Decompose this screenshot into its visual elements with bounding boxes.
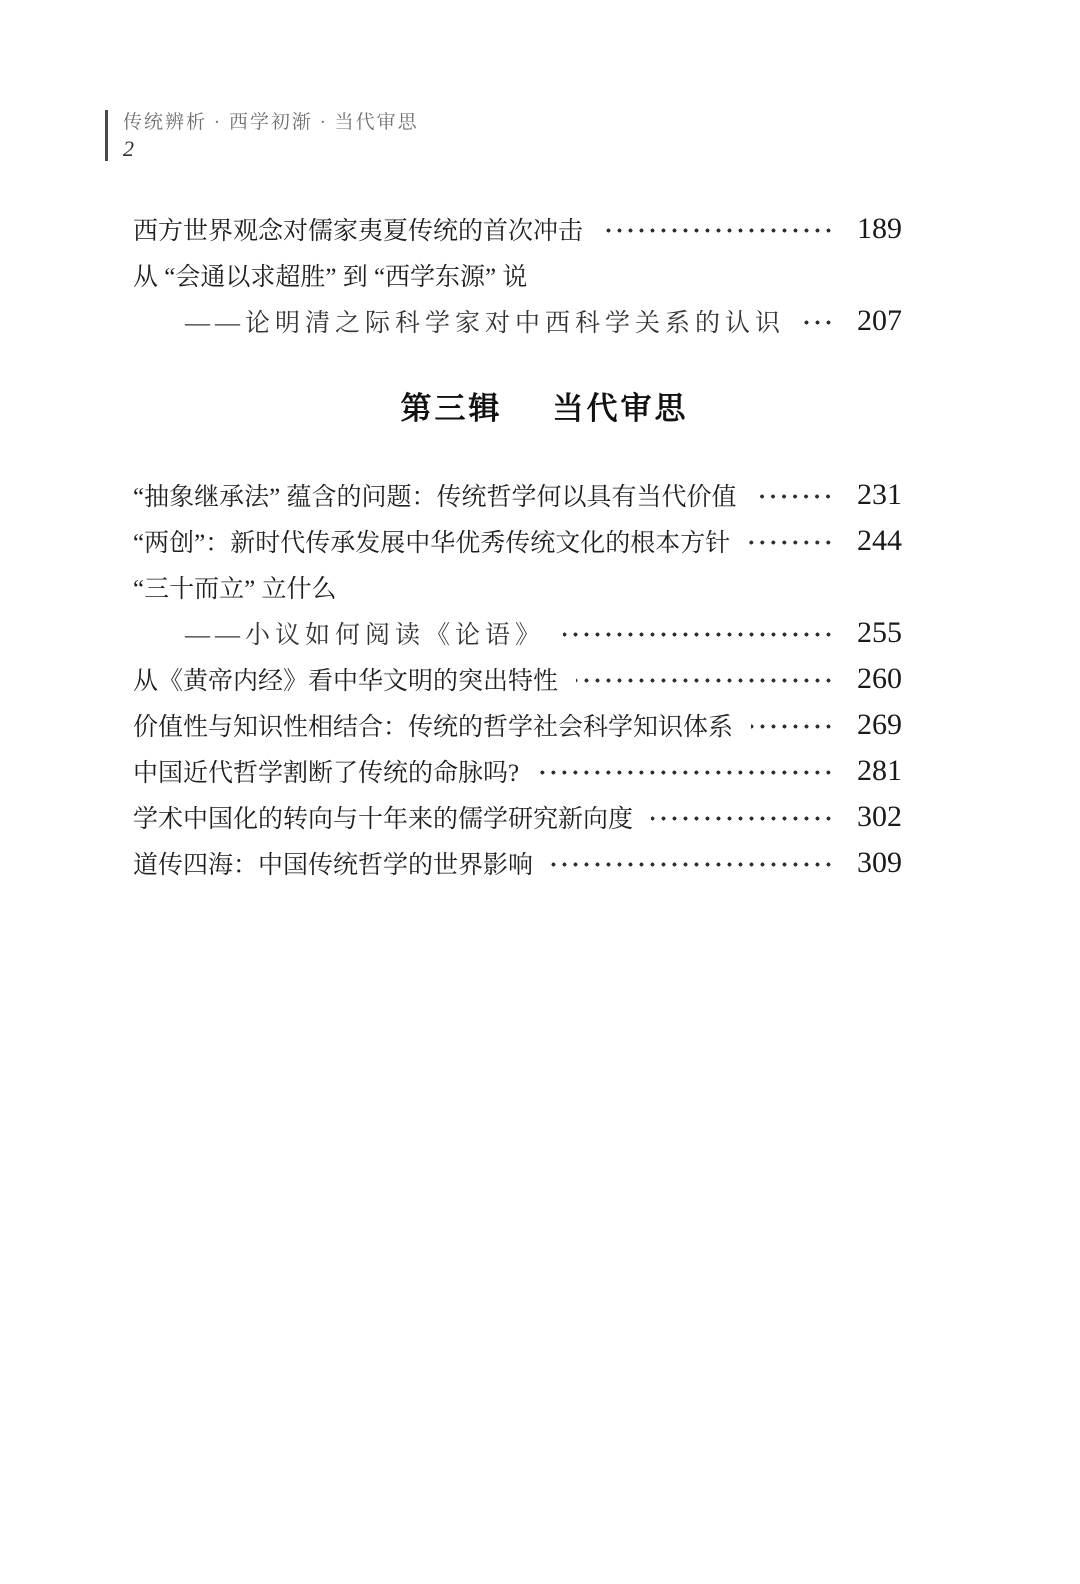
section-label: 第三辑 xyxy=(400,391,503,426)
toc-entry-page: 231 xyxy=(857,478,902,511)
dot-leader xyxy=(551,862,834,867)
toc-entry-page: 302 xyxy=(857,800,902,833)
toc-entry-page: 269 xyxy=(857,708,902,741)
toc-entry xyxy=(133,656,902,702)
section-title: 当代审思 xyxy=(552,391,689,426)
running-header xyxy=(105,110,419,161)
dot-leader xyxy=(754,494,834,499)
toc-entry-title: “抽象继承法” 蕴含的问题：传统哲学何以具有当代价值 xyxy=(133,484,737,511)
toc-entry-title: ——小议如何阅读《论语》 xyxy=(185,622,546,649)
toc-entry-page: 207 xyxy=(857,304,902,337)
toc-entry-title: “两创”：新时代传承发展中华优秀传统文化的根本方针 xyxy=(133,530,731,557)
dot-leader xyxy=(748,540,834,545)
toc-entry xyxy=(133,840,902,886)
toc-entry xyxy=(133,206,902,252)
toc-entry-title: 从 “会通以求超胜” 到 “西学东源” 说 xyxy=(133,264,528,291)
header-rule xyxy=(105,110,108,161)
dot-leader xyxy=(563,632,834,637)
toc-entry xyxy=(133,794,902,840)
toc-entry xyxy=(133,518,902,564)
toc-entry xyxy=(133,472,902,518)
toc-entry-title: ——论明清之际科学家对中西科学关系的认识 xyxy=(185,310,786,337)
toc-entry-title: “三十而立” 立什么 xyxy=(133,576,337,603)
dot-leader xyxy=(537,770,834,775)
table-of-contents xyxy=(133,206,902,886)
toc-entry xyxy=(133,564,902,610)
toc-entry-title: 道传四海：中国传统哲学的世界影响 xyxy=(133,852,534,879)
section-heading xyxy=(133,386,902,432)
toc-entry-page: 244 xyxy=(857,524,902,557)
toc-entry-page: 255 xyxy=(857,616,902,649)
dot-leader xyxy=(751,724,834,729)
toc-entry-title: 西方世界观念对儒家夷夏传统的首次冲击 xyxy=(133,218,584,245)
toc-entry-title: 从《黄帝内经》看中华文明的突出特性 xyxy=(133,668,559,695)
toc-entry-title: 价值性与知识性相结合：传统的哲学社会科学知识体系 xyxy=(133,714,734,741)
toc-entry-page: 189 xyxy=(857,212,902,245)
toc-entry-subtitle xyxy=(133,298,902,344)
toc-entry xyxy=(133,252,902,298)
toc-entry-title: 学术中国化的转向与十年来的儒学研究新向度 xyxy=(133,806,634,833)
toc-entry xyxy=(133,748,902,794)
toc-entry-title: 中国近代哲学割断了传统的命脉吗? xyxy=(133,760,520,787)
dot-leader xyxy=(601,228,834,233)
header-text-block xyxy=(123,110,419,161)
toc-entry-page: 260 xyxy=(857,662,902,695)
dot-leader xyxy=(803,320,834,325)
running-title: 传统辨析 · 西学初渐 · 当代审思 xyxy=(123,112,419,133)
toc-entry-page: 309 xyxy=(857,846,902,879)
toc-entry-subtitle xyxy=(133,610,902,656)
dot-leader xyxy=(651,816,834,821)
folio-page-number: 2 xyxy=(123,136,134,161)
dot-leader xyxy=(576,678,834,683)
toc-entry xyxy=(133,702,902,748)
toc-entry-page: 281 xyxy=(857,754,902,787)
